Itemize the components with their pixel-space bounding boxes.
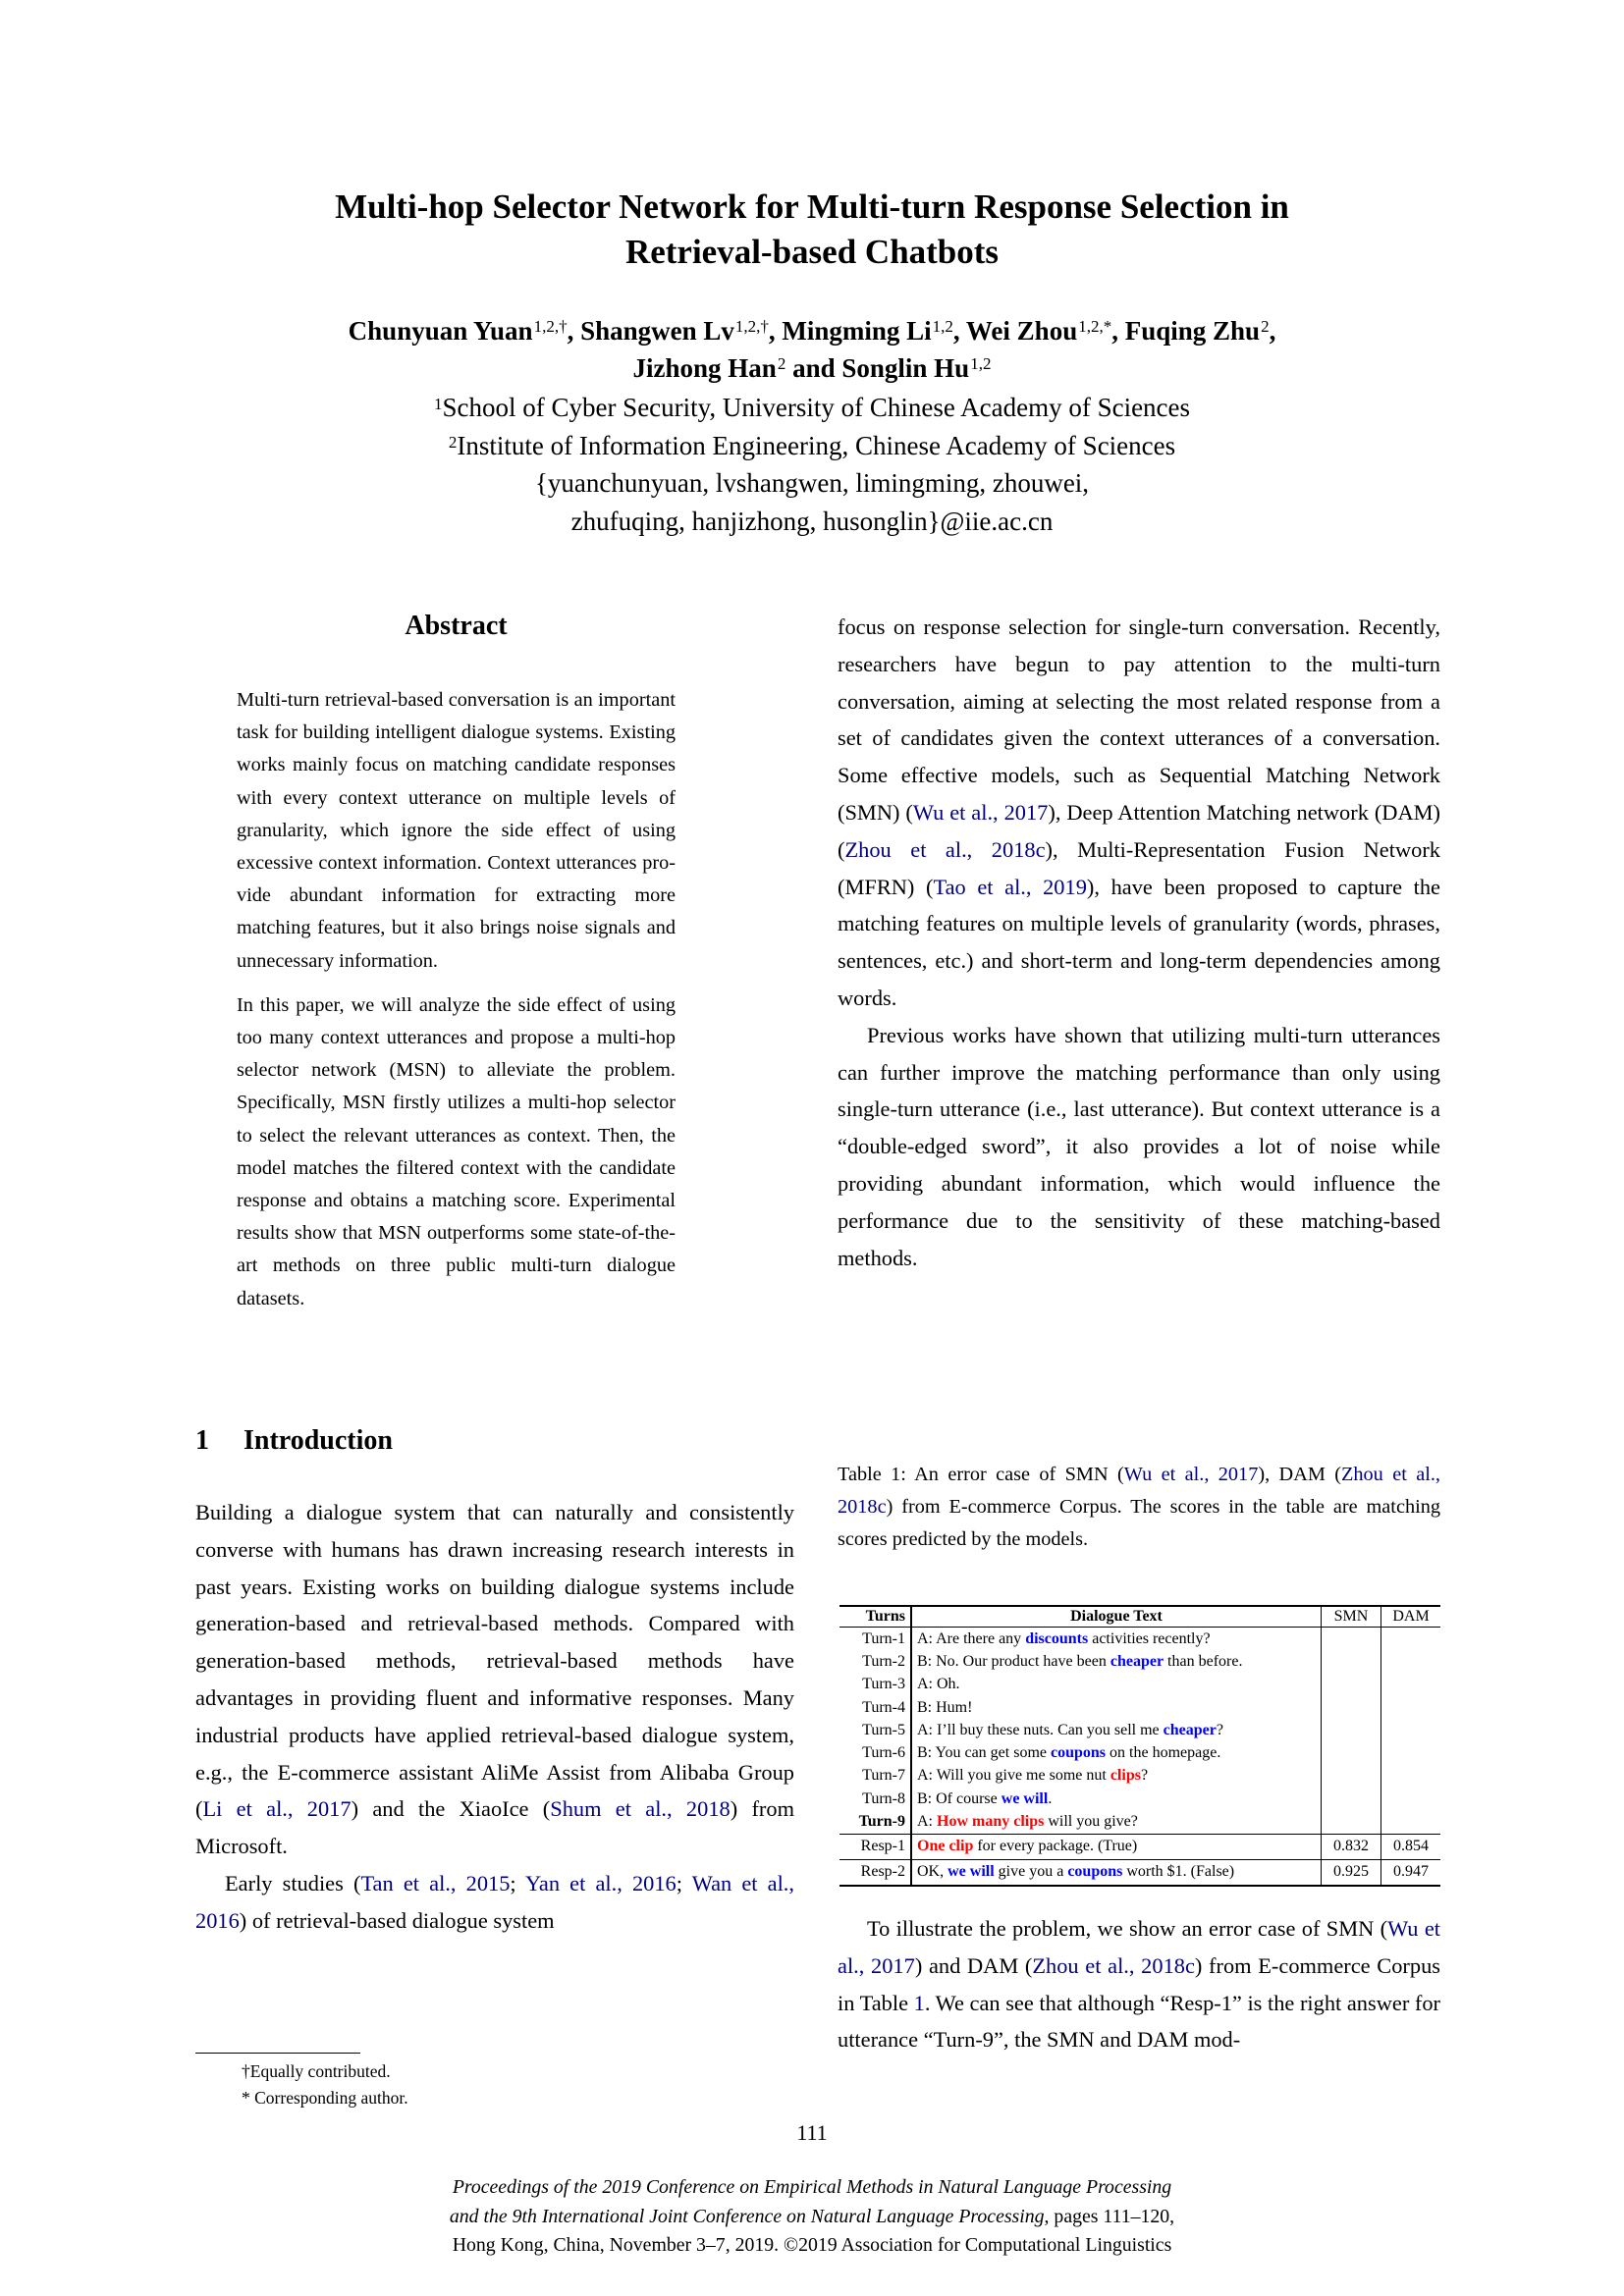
citation-link[interactable]: Tao et al., 2019 (933, 874, 1087, 899)
header-dam: DAM (1381, 1606, 1441, 1628)
citation-link[interactable]: Wu et al., 2017 (1123, 1464, 1259, 1485)
footer-line-1: Proceedings of the 2019 Conference on Empirical Methods in Natural Language Processing (452, 2176, 1172, 2198)
abstract-heading: Abstract (405, 611, 508, 641)
text-run: ), Deep Attention Matching network (DAM) ( (838, 799, 1440, 862)
table-row (839, 1650, 1440, 1673)
table-row-response (839, 1834, 1440, 1859)
text-run: A: Oh. (917, 1676, 960, 1693)
smn-score (1322, 1696, 1381, 1719)
author-name: Shangwen Lv (580, 316, 734, 346)
dam-score (1381, 1765, 1441, 1788)
dam-score: 0.947 (1381, 1859, 1441, 1886)
footnote-rule (195, 2053, 360, 2054)
footer-line-2-pages: , pages 111–120, (1044, 2205, 1175, 2227)
table-row (839, 1741, 1440, 1764)
abstract-paragraph-2: In this paper, we will analyze the side effect of using too many context utterances and propose a multi-hop selector network (MSN) to alleviate the problem. Specifically, MSN firstly utilizes a multi-hop selector to select the relevant utterances as context. Then, the model matches the filtered context with the candidate response and obtains a matching score. Experimental results show that MSN outperforms some state-of-the-art methods on three public multi-turn dialogue datasets. (237, 993, 676, 1309)
text-run: on the homepage. (1106, 1744, 1221, 1762)
author-sep: , (952, 316, 966, 346)
intro-paragraph-2 (195, 1865, 794, 1940)
highlighted-keyword: discounts (1025, 1629, 1089, 1647)
dialogue-text (911, 1719, 1322, 1741)
footer-line-3: Hong Kong, China, November 3–7, 2019. ©2019 Association for Computational Linguistics (452, 2234, 1172, 2256)
author-sep: , (1269, 316, 1276, 346)
response-text (911, 1859, 1322, 1886)
dialogue-text (911, 1696, 1322, 1719)
error-case-table (839, 1605, 1440, 1887)
turn-label: Turn-5 (839, 1719, 911, 1741)
author-name: Wei Zhou (965, 316, 1078, 346)
text-run: To illustrate the problem, we show an error case of SMN ( (867, 1916, 1388, 1941)
text-run: B: You can get some (917, 1744, 1051, 1762)
abstract-paragraph-1: Multi-turn retrieval-based conversation is an important task for building intelligent dialogue systems. Existing works mainly focus on matching candidate responses with every context utterance on multiple levels of granularity, which ignore the side effect of using excessive context information. Context utterances provide abundant information for extracting more matching features, but it also brings noise signals and unnecessary information. (237, 689, 676, 972)
table-row (839, 1628, 1440, 1651)
text-run: B: No. Our product have been (917, 1652, 1110, 1670)
turn-label: Turn-7 (839, 1765, 911, 1788)
text-run: . We can see that although “Resp-1” is the right answer for utterance “Turn-9”, the SMN and DAM mod- (838, 1990, 1440, 2053)
turn-label: Turn-9 (839, 1810, 911, 1834)
text-run: A: Are there any (917, 1629, 1026, 1647)
dam-score (1381, 1719, 1441, 1741)
right-column (838, 609, 1440, 1276)
citation-link[interactable]: Zhou et al., 2018c (1032, 1952, 1195, 1978)
table-row (839, 1788, 1440, 1810)
dam-score (1381, 1696, 1441, 1719)
author-name: Jizhong Han (632, 353, 777, 383)
right-paragraph-2: Previous works have shown that utilizing multi-turn utterances can further improve the matching performance than only using single-turn utterance (i.e., last utterance). But context utterance is a “double-edged sword”, it also provides a lot of noise while providing abundant information, which would influence the performance due to the sensitivity of these matching-based methods. (838, 1022, 1440, 1270)
intro-paragraph-1 (195, 1494, 794, 1865)
smn-score (1322, 1650, 1381, 1673)
citation-link[interactable]: Wu et al., 2017 (912, 799, 1049, 825)
text-run: ), DAM ( (1258, 1464, 1342, 1485)
smn-score (1322, 1674, 1381, 1696)
title-line-1: Multi-hop Selector Network for Multi-turn Response Selection in (335, 187, 1289, 226)
author-name: Fuqing Zhu (1124, 316, 1261, 346)
text-run: ? (1216, 1721, 1223, 1738)
smn-score (1322, 1810, 1381, 1834)
citation-link[interactable]: Shum et al., 2018 (550, 1796, 731, 1822)
emails-line-1: {yuanchunyuan, lvshangwen, limingming, zhouwei, (534, 468, 1090, 498)
section-heading-introduction (195, 1423, 393, 1459)
citation-link[interactable]: Wu et al., 2017 (838, 1916, 1440, 1978)
right-column-continued (838, 1910, 1440, 2058)
table-caption (838, 1459, 1440, 1556)
table-row (839, 1696, 1440, 1719)
dialogue-text (911, 1810, 1322, 1834)
dialogue-text (911, 1674, 1322, 1696)
author-affil-sup: 2 (1261, 317, 1270, 336)
highlighted-keyword: How many clips (937, 1813, 1045, 1831)
text-run: focus on response selection for single-turn conversation. Recently, researchers have begun to pay attention to the multi-turn conversation, aiming at selecting the most related response from a set of candidates given the context utterances of a conversation. Some effective models, such as Sequential Matching Network (SMN) ( (838, 614, 1440, 825)
dialogue-text (911, 1741, 1322, 1764)
abstract-body (237, 684, 676, 1327)
text-run: ), Multi-Representation Fusion Network (MFRN) ( (838, 836, 1440, 899)
author-affil-sup: 1,2 (932, 317, 953, 336)
citation-link[interactable]: Yan et al., 2016 (524, 1870, 677, 1896)
footnotes (242, 2058, 408, 2111)
text-run: ) from E-commerce Corpus. The scores in the table are matching scores predicted by the models. (838, 1496, 1440, 1550)
text-run: B: Hum! (917, 1698, 973, 1716)
section-number: 1 (195, 1425, 209, 1456)
turn-label: Turn-8 (839, 1788, 911, 1810)
response-text (911, 1834, 1322, 1859)
dam-score (1381, 1741, 1441, 1764)
text-run: ) from Microsoft. (195, 1796, 795, 1859)
response-label: Resp-2 (839, 1859, 911, 1886)
citation-link[interactable]: Li et al., 2017 (202, 1796, 352, 1822)
affiliation-1 (196, 389, 1428, 427)
text-run: A: (917, 1813, 937, 1831)
citation-link[interactable]: Zhou et al., 2018c (838, 1464, 1440, 1518)
dam-score (1381, 1628, 1441, 1651)
text-run: ) of retrieval-based dialogue system (239, 1907, 555, 1933)
highlighted-keyword: cheaper (1163, 1721, 1217, 1738)
smn-score (1322, 1765, 1381, 1788)
highlighted-keyword: we will (947, 1863, 995, 1881)
footer-line-2-italic: and the 9th International Joint Conference on Natural Language Processing (449, 2205, 1045, 2227)
table-row (839, 1674, 1440, 1696)
text-run: give you a (994, 1863, 1068, 1881)
text-run: ) from E-commerce Corpus in Table (838, 1952, 1440, 2015)
author-affil-sup: 1,2,* (1078, 317, 1112, 336)
highlighted-keyword: One clip (917, 1838, 974, 1855)
header-smn: SMN (1322, 1606, 1381, 1628)
text-run: ; (676, 1870, 692, 1896)
dialogue-text (911, 1765, 1322, 1788)
response-label: Resp-1 (839, 1834, 911, 1859)
text-run: for every package. (True) (973, 1838, 1138, 1855)
header-dialogue-text: Dialogue Text (911, 1606, 1322, 1628)
text-run: OK, (917, 1863, 948, 1881)
author-name: Songlin Hu (841, 353, 970, 383)
dialogue-text (911, 1788, 1322, 1810)
text-run: ) and DAM ( (914, 1952, 1033, 1978)
citation-link[interactable]: Zhou et al., 2018c (844, 836, 1046, 862)
intro-left-column (195, 1494, 794, 1940)
table-row (839, 1719, 1440, 1741)
turn-label: Turn-1 (839, 1628, 911, 1651)
text-run: A: I’ll buy these nuts. Can you sell me (917, 1721, 1164, 1738)
author-sep: , (567, 316, 581, 346)
highlighted-keyword: we will (1001, 1789, 1049, 1807)
footnote-equal-contribution: †Equally contributed. (242, 2061, 391, 2081)
dam-score (1381, 1674, 1441, 1696)
highlighted-keyword: coupons (1067, 1863, 1123, 1881)
author-affil-sup: 2 (777, 354, 786, 373)
smn-score: 0.925 (1322, 1859, 1381, 1886)
paper-title (196, 185, 1428, 275)
author-affil-sup: 1,2,† (533, 317, 568, 336)
text-run: will you give? (1044, 1813, 1138, 1831)
text-run: worth $1. (False) (1122, 1863, 1235, 1881)
citation-link[interactable]: Tan et al., 2015 (360, 1870, 511, 1896)
table-ref-link[interactable]: 1 (913, 1990, 925, 2015)
highlighted-keyword: coupons (1051, 1744, 1107, 1762)
emails-line-2: zhufuqing, hanjizhong, husonglin}@iie.ac.cn (570, 506, 1054, 536)
text-run: ? (1140, 1767, 1149, 1785)
affiliation-text: School of Cyber Security, University of Chinese Academy of Sciences (442, 393, 1191, 422)
right-paragraph-3 (838, 1910, 1440, 2058)
table-row-response (839, 1859, 1440, 1886)
smn-score (1322, 1628, 1381, 1651)
affiliation-sup: 1 (433, 395, 443, 413)
author-name: Chunyuan Yuan (348, 316, 533, 346)
smn-score (1322, 1719, 1381, 1741)
turn-label: Turn-4 (839, 1696, 911, 1719)
text-run: ), have been proposed to capture the matching features on multiple levels of granularity (words, phrases, sentences, etc.) and short-term and long-term dependencies among words. (838, 874, 1440, 1010)
author-name: Mingming Li (782, 316, 932, 346)
affiliation-2 (196, 427, 1428, 465)
text-run: A: Will you give me some nut (917, 1767, 1110, 1785)
author-list (196, 312, 1428, 387)
dam-score (1381, 1650, 1441, 1673)
turn-label: Turn-6 (839, 1741, 911, 1764)
dialogue-text (911, 1628, 1322, 1651)
text-run: . (1048, 1789, 1053, 1807)
section-title: Introduction (244, 1425, 393, 1456)
dam-score: 0.854 (1381, 1834, 1441, 1859)
smn-score: 0.832 (1322, 1834, 1381, 1859)
text-run: ; (510, 1870, 525, 1896)
right-paragraph-1 (838, 609, 1440, 1017)
text-run: Building a dialogue system that can naturally and consistently converse with humans has drawn increasing research interests in past years. Existing works on building dialogue systems include generation-based and retrieval-based methods. Compared with generation-based methods, retrieval-based methods have advantages in providing fluent and informative responses. Many industrial products have applied retrieval-based dialogue system, e.g., the E-commerce assistant AliMe Assist from Alibaba Group ( (195, 1500, 794, 1822)
author-affil-sup: 1,2,† (734, 317, 769, 336)
proceedings-footer (0, 2173, 1624, 2261)
author-sep: and (785, 353, 842, 383)
author-affil-sup: 1,2 (970, 354, 992, 373)
affiliations (196, 389, 1428, 540)
header-turns: Turns (839, 1606, 911, 1628)
text-run: activities recently? (1088, 1629, 1211, 1647)
text-run: ) and the XiaoIce ( (351, 1796, 551, 1822)
smn-score (1322, 1741, 1381, 1764)
title-line-2: Retrieval-based Chatbots (624, 233, 1000, 271)
author-sep: , (768, 316, 783, 346)
affiliation-text: Institute of Information Engineering, Chinese Academy of Sciences (457, 430, 1176, 460)
affiliation-sup: 2 (448, 432, 458, 452)
text-run: than before. (1164, 1652, 1243, 1670)
text-run: B: Of course (917, 1789, 1001, 1807)
footnote-corresponding-author: * Corresponding author. (242, 2088, 408, 2108)
dialogue-text (911, 1650, 1322, 1673)
turn-label: Turn-3 (839, 1674, 911, 1696)
page-number: 111 (796, 2120, 828, 2145)
author-sep: , (1111, 316, 1125, 346)
table-header-row (839, 1606, 1440, 1628)
highlighted-keyword: clips (1110, 1767, 1141, 1785)
dam-score (1381, 1788, 1441, 1810)
dam-score (1381, 1810, 1441, 1834)
turn-label: Turn-2 (839, 1650, 911, 1673)
text-run: Early studies ( (225, 1870, 361, 1896)
text-run: Table 1: An error case of SMN ( (838, 1464, 1124, 1485)
citation-link[interactable]: Wan et al., 2016 (195, 1870, 795, 1933)
smn-score (1322, 1788, 1381, 1810)
table-row (839, 1765, 1440, 1788)
highlighted-keyword: cheaper (1110, 1652, 1164, 1670)
table-row (839, 1810, 1440, 1834)
